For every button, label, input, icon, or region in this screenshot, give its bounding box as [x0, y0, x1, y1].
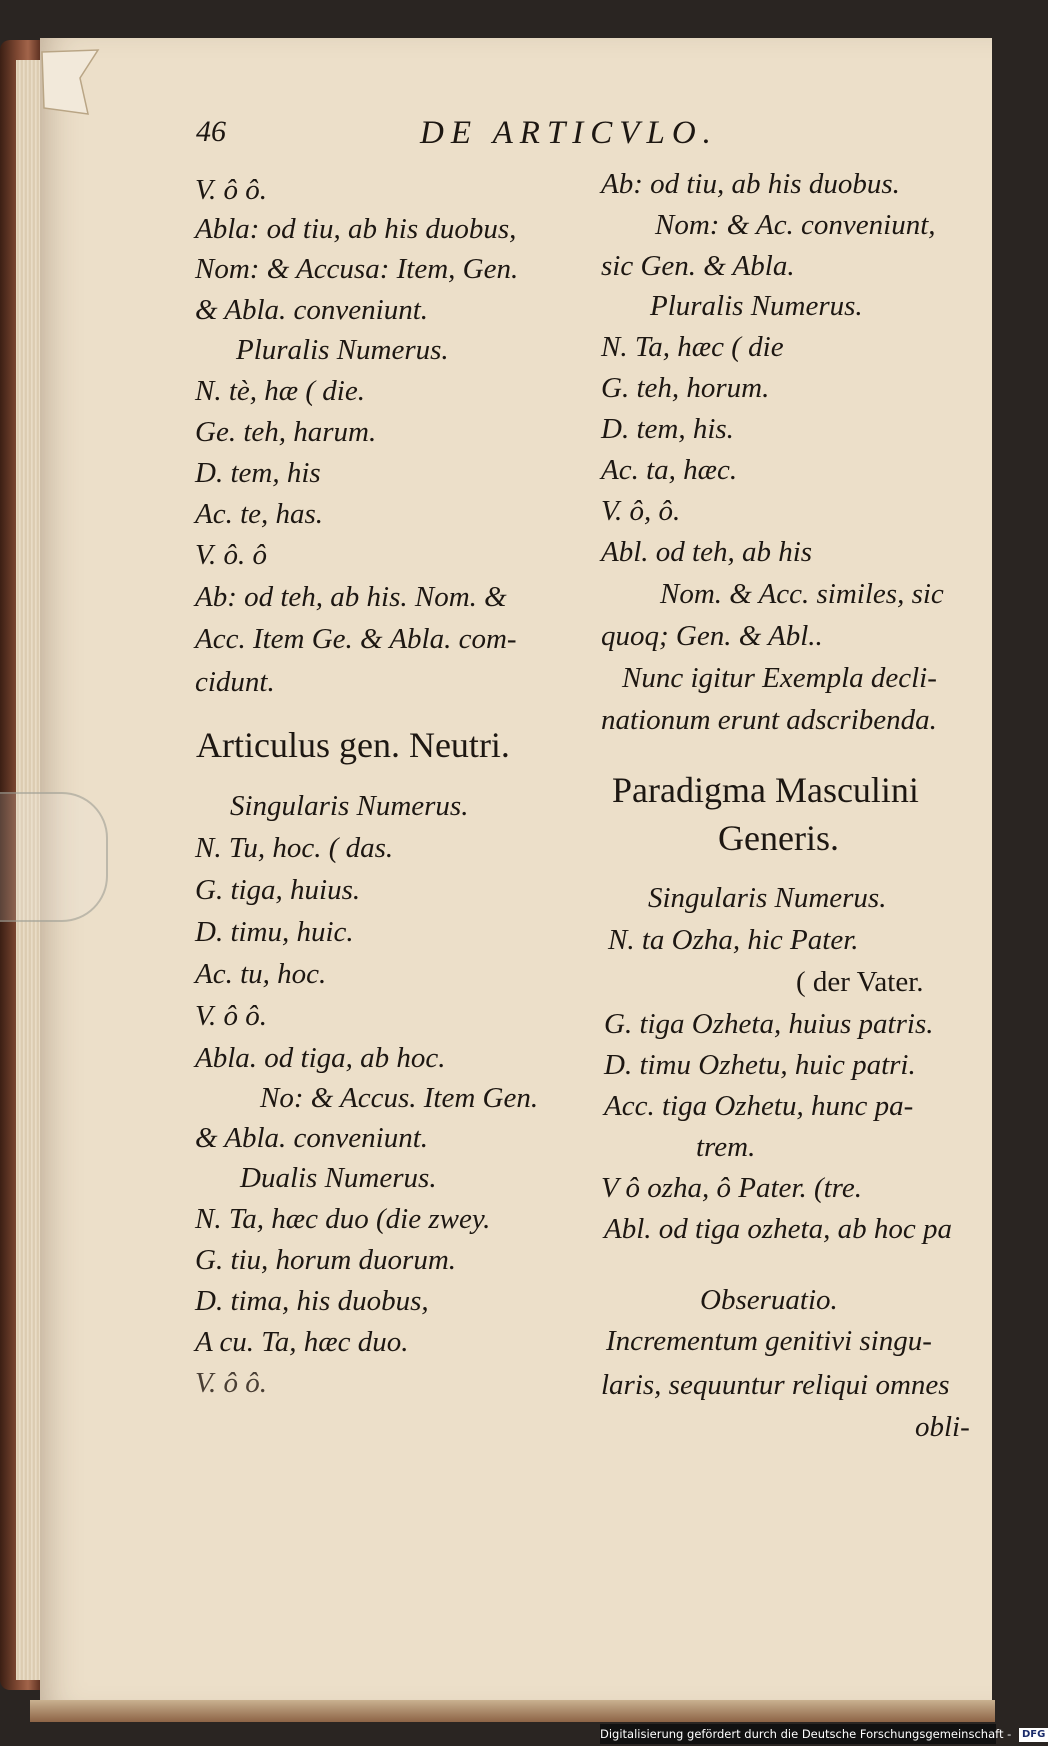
folded-corner — [40, 48, 102, 118]
left-line: A cu. Ta, hæc duo. — [195, 1326, 409, 1358]
right-line: N. Ta, hæc ( die — [601, 331, 784, 363]
left-line: N. Ta, hæc duo (die zwey. — [195, 1203, 491, 1235]
left-line: V. ô ô. — [195, 1367, 267, 1399]
right-line: G. tiga Ozheta, huius patris. — [604, 1008, 934, 1040]
left-line: Abla. od tiga, ab hoc. — [195, 1042, 446, 1074]
left-line: No: & Accus. Item Gen. — [260, 1082, 539, 1114]
right-line: D. tem, his. — [601, 413, 734, 445]
left-line: Nom: & Accusa: Item, Gen. — [195, 253, 519, 285]
right-line: N. ta Ozha, hic Pater. — [608, 924, 859, 956]
section-heading-generis: Generis. — [718, 818, 839, 858]
digitization-credit: Digitalisierung gefördert durch die Deutsche Forschungsgemeinschaft - — [600, 1727, 1012, 1741]
left-line: & Abla. conveniunt. — [195, 1122, 429, 1154]
section-heading-paradigma: Paradigma Masculini — [612, 770, 919, 810]
left-line: cidunt. — [195, 666, 275, 698]
running-title: DE ARTICVLO. — [420, 115, 718, 151]
right-line: V ô ozha, ô Pater. (tre. — [601, 1172, 862, 1204]
right-line: Ac. ta, hæc. — [601, 454, 738, 486]
right-line: Abl. od teh, ab his — [601, 536, 813, 568]
right-line: Acc. tiga Ozhetu, hunc pa- — [604, 1090, 914, 1122]
right-line: Incrementum genitivi singu- — [606, 1325, 932, 1357]
right-line: D. timu Ozhetu, huic patri. — [604, 1049, 916, 1081]
right-heading: Pluralis Numerus. — [650, 290, 863, 322]
page-number: 46 — [196, 115, 226, 148]
left-line: V. ô ô. — [195, 174, 267, 206]
left-line: Ge. teh, harum. — [195, 416, 377, 448]
section-heading-neutri: Articulus gen. Neutri. — [196, 725, 510, 765]
left-heading: Dualis Numerus. — [240, 1162, 437, 1194]
right-line: ( der Vater. — [796, 966, 924, 998]
left-line: N. Tu, hoc. ( das. — [195, 832, 394, 864]
right-line: Nunc igitur Exempla decli- — [622, 662, 937, 694]
left-line: Abla: od tiu, ab his duobus, — [195, 213, 517, 245]
left-line: Acc. Item Ge. & Abla. com- — [195, 623, 517, 655]
left-line: V. ô. ô — [195, 539, 267, 571]
left-line: D. tima, his duobus, — [195, 1285, 429, 1317]
right-line: Nom: & Ac. conveniunt, — [655, 209, 936, 241]
right-line: obli- — [915, 1411, 970, 1443]
left-line: Ab: od teh, ab his. Nom. & — [195, 581, 507, 613]
right-line: Abl. od tiga ozheta, ab hoc pa — [604, 1213, 952, 1245]
right-line: trem. — [696, 1131, 756, 1163]
page-bottom-edge — [30, 1700, 995, 1722]
left-line: Ac. te, has. — [195, 498, 324, 530]
right-line: V. ô, ô. — [601, 495, 681, 527]
book-page — [40, 38, 992, 1706]
left-line: G. tiu, horum duorum. — [195, 1244, 457, 1276]
right-line: nationum erunt adscribenda. — [601, 704, 937, 736]
right-line: G. teh, horum. — [601, 372, 770, 404]
right-line: Ab: od tiu, ab his duobus. — [601, 168, 900, 200]
left-line: D. tem, his — [195, 457, 321, 489]
left-line: V. ô ô. — [195, 1000, 267, 1032]
left-heading: Singularis Numerus. — [230, 790, 469, 822]
page-clip-tab — [0, 792, 108, 922]
right-line: quoq; Gen. & Abl.. — [601, 620, 823, 652]
dfg-logo: DFG — [1019, 1728, 1048, 1742]
left-heading: Pluralis Numerus. — [236, 334, 449, 366]
left-line: G. tiga, huius. — [195, 874, 361, 906]
right-heading: Obseruatio. — [700, 1284, 838, 1316]
right-line: sic Gen. & Abla. — [601, 250, 795, 282]
left-line: N. tè, hæ ( die. — [195, 375, 365, 407]
right-line: laris, sequuntur reliqui omnes — [601, 1369, 950, 1401]
right-line: Nom. & Acc. similes, sic — [660, 578, 944, 610]
left-line: & Abla. conveniunt. — [195, 294, 429, 326]
digitization-credit-bar — [600, 1724, 1046, 1744]
left-line: D. timu, huic. — [195, 916, 354, 948]
left-line: Ac. tu, hoc. — [195, 958, 327, 990]
right-heading: Singularis Numerus. — [648, 882, 887, 914]
